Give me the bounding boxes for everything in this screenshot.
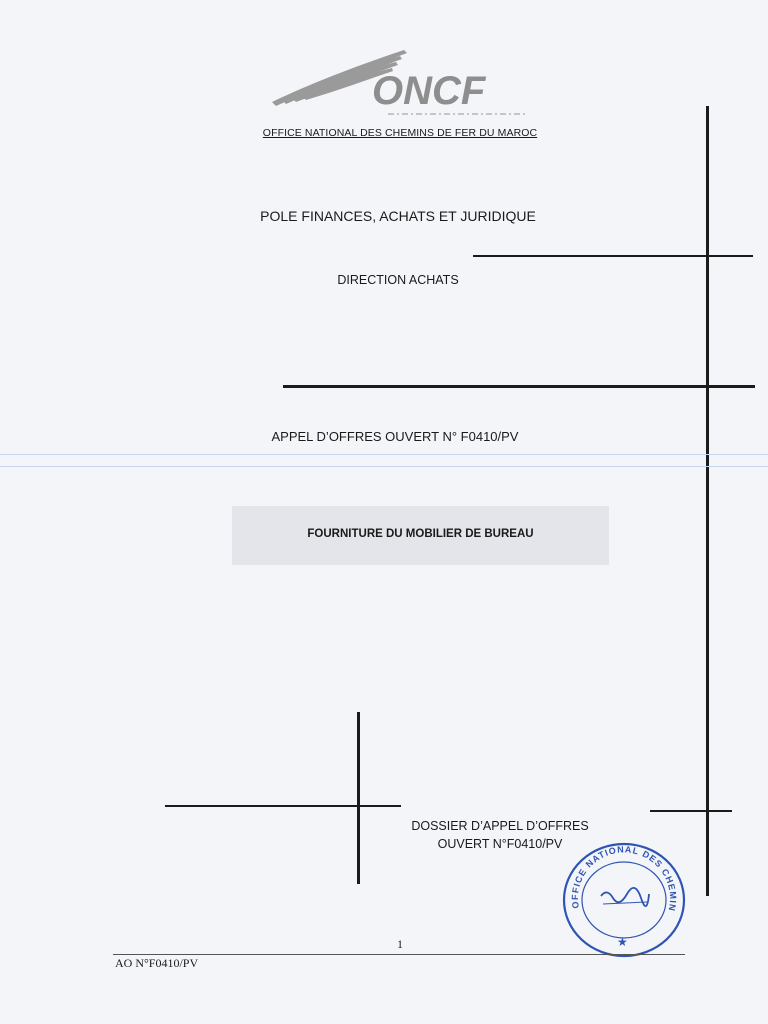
dossier-line-1: DOSSIER D’APPEL D’OFFRES	[411, 819, 589, 833]
tender-title: APPEL D’OFFRES OUVERT N° F0410/PV	[271, 429, 519, 444]
scan-line-2	[0, 466, 768, 467]
oncf-logo-speed-lines-icon	[268, 40, 538, 124]
logo-text: ONCF	[372, 69, 486, 113]
scan-line-1	[0, 454, 768, 455]
horizontal-rule-4	[650, 810, 732, 812]
vertical-rule-right	[706, 106, 709, 896]
official-stamp	[557, 838, 691, 960]
vertical-rule-left	[357, 712, 360, 884]
footer-reference: AO N°F0410/PV	[115, 956, 199, 970]
svg-text:★: ★	[617, 935, 628, 949]
horizontal-rule-3	[165, 805, 401, 807]
dossier-line-2: OUVERT N°F0410/PV	[437, 837, 563, 851]
pole-title: POLE FINANCES, ACHATS ET JURIDIQUE	[260, 208, 536, 224]
stamp-text: OFFICE NATIONAL DES CHEMIN	[569, 844, 679, 913]
oncf-logo	[268, 40, 538, 124]
horizontal-rule-2	[283, 385, 755, 388]
organization-name: OFFICE NATIONAL DES CHEMINS DE FER DU MAROC	[262, 127, 538, 139]
horizontal-rule-1	[473, 255, 753, 257]
page-number: 1	[397, 937, 403, 951]
direction-title: DIRECTION ACHATS	[337, 273, 459, 287]
stamp-seal-icon	[557, 838, 691, 960]
footer-rule	[113, 954, 685, 955]
tender-subject: FOURNITURE DU MOBILIER DE BUREAU	[307, 528, 534, 540]
